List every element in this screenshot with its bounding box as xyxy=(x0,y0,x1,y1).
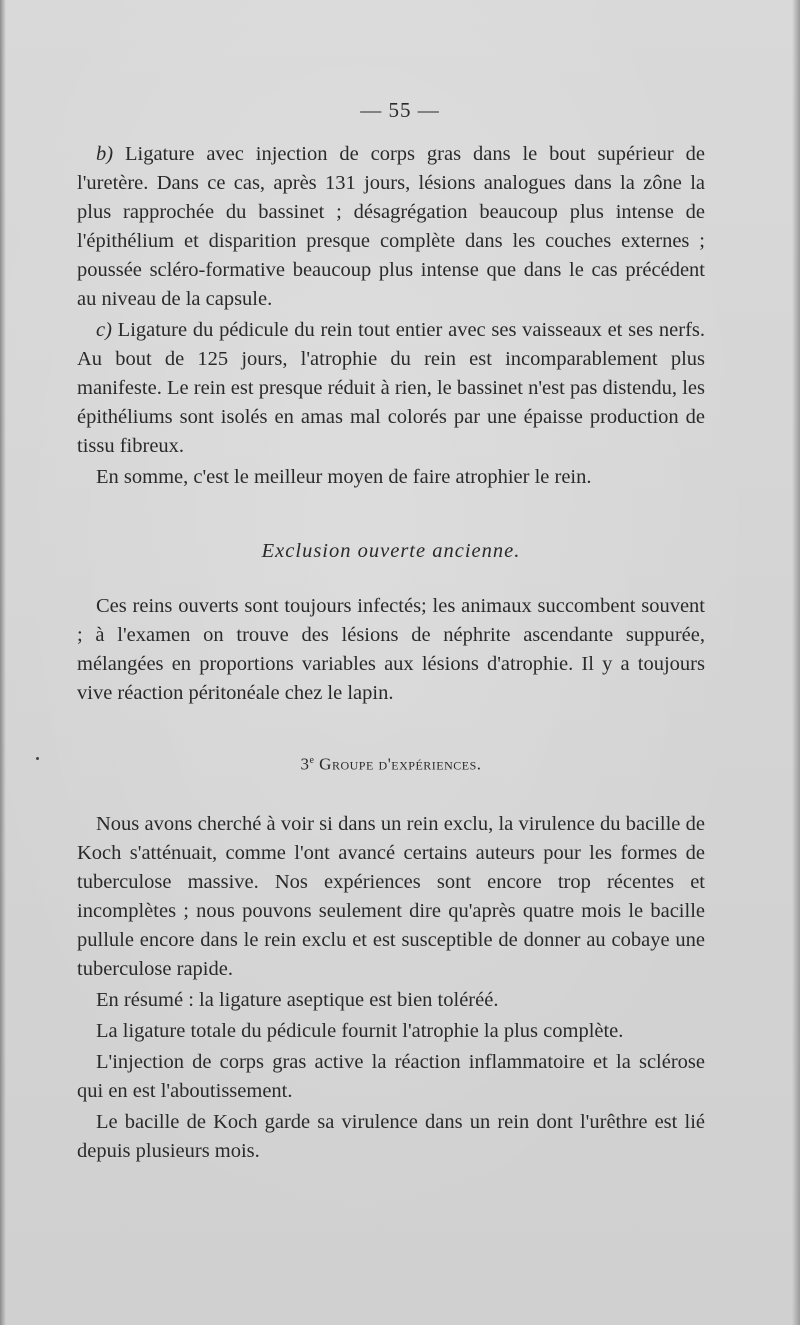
page-left-edge-shadow xyxy=(0,0,6,1325)
conclusion-item-3: Le bacille de Koch garde sa virulence dans un rein dont l'urêthre est lié depuis plusieurs mois. xyxy=(77,1110,705,1162)
page-right-edge-shadow xyxy=(792,0,800,1325)
section-paragraph: Ces reins ouverts sont toujours infectés; les animaux succombent souvent ; à l'examen on trouve des lésions de néphrite ascendante suppurée, mélangées en proportions variables aux lésions d'atrophie. Il y a toujours vive réaction péritonéale chez le lapin. xyxy=(77,595,705,704)
paragraph-c xyxy=(77,316,705,461)
group-heading-text: Groupe d'expériences. xyxy=(319,754,482,774)
conclusion-intro: Nous avons cherché à voir si dans un rein exclu, la virulence du bacille de Koch s'atténuait, comme l'ont avancé certains auteurs pour les formes de tuberculose massive. Nos expériences sont encore trop récentes et incomplètes ; nous pouvons seulement dire qu'après quatre mois le bacille pullule encore dans le rein exclu et est susceptible de donner au cobaye une tuberculose rapide. xyxy=(77,812,705,980)
conclusion-item-2: L'injection de corps gras active la réaction inflammatoire et la sclérose qui en est l'aboutissement. xyxy=(77,1050,705,1102)
item-label-c: c) xyxy=(96,319,112,341)
page-body xyxy=(77,140,705,1166)
page-number: — 55 — xyxy=(360,98,440,122)
paragraph-b-text: Ligature avec injection de corps gras dans le bout supérieur de l'uretère. Dans ce cas, après 131 jours, lésions analogues dans la zône la plus rapprochée du bassinet ; désagrégation beaucoup plus intense de l'épithélium et disparition presque complète dans les couches externes ; poussée scléro-formative beaucoup plus intense que dans le cas précédent au niveau de la capsule. xyxy=(77,143,706,310)
item-label-b: b) xyxy=(96,143,114,165)
conclusion-item-1: La ligature totale du pédicule fournit l'atrophie la plus complète. xyxy=(96,1019,624,1042)
print-speck xyxy=(36,757,39,760)
paragraph-summary: En somme, c'est le meilleur moyen de faire atrophier le rein. xyxy=(96,466,592,488)
group-number: 3 xyxy=(300,754,310,774)
paragraph-c-text: Ligature du pédicule du rein tout entier avec ses vaisseaux et ses nerfs. Au bout de 125 jours, l'atrophie du rein est incomparablement plus manifeste. Le rein est presque réduit à rien, le bassinet n'est pas distendu, les épithéliums sont isolés en amas mal colorés par une épaisse production de tissu fibreux. xyxy=(77,319,705,457)
conclusion-resume: En résumé : la ligature aseptique est bien toléréé. xyxy=(96,988,499,1011)
section-title: Exclusion ouverte ancienne. xyxy=(261,540,521,562)
group-heading xyxy=(77,746,705,779)
paragraph-b xyxy=(77,140,705,314)
group-number-superscript: e xyxy=(309,755,315,766)
